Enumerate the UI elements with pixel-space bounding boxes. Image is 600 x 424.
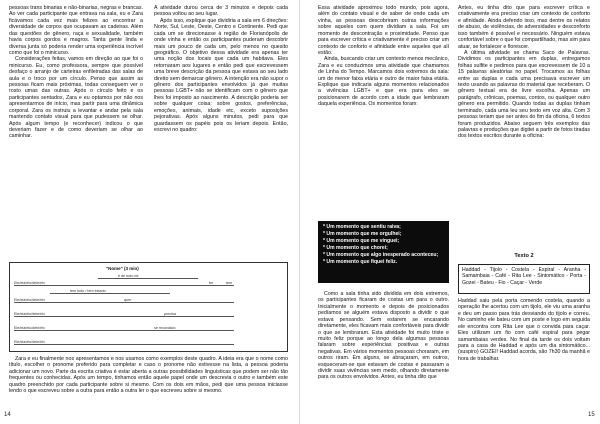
moment-item: * Um momento que chorei; (323, 245, 388, 252)
name-template-form (9, 262, 288, 352)
form-line-label: tem (226, 280, 233, 285)
right-page-column-2 (458, 5, 590, 250)
moment-item: * Um momento que fiquei feliz. (323, 259, 398, 266)
paragraph: Ainda, buscando criar um contexto menos mecânico, Zara e eu conduzimos uma atividade que chamamos de Linha do Tempo. Marcamos dois extremos da sala: um de menor faixa etária e outro de maior faixa etária. Explique que indicaria alguns momentos relacionados a vivências LGBT+ e que era para eles se posicionarem de acordo com a idade que lembraram daquela experiência. Os momentos foram: (318, 56, 449, 108)
paragraph: Zara e eu finalmente nos apresentamos e nos usamos como exemplos deste quadro. A ideia era que o nome como título, escolher o pronome preferido para completar e caso o pronome não estivesse na lista, a pessoa poderia adicionar um novo. Parte da escrita criativa é estar aberta a outras possibilidades linguísticas que podem ser não tão frequentes ou conhecidas. Após um tempo, tinhamos então aquele papel onde um descrevia o outro e também este quadro preenchido por cada participante sobre si mesmo. Com os dois em mãos, pedi que uma pessoa iniciasse lendo o que escreveu sobre a outra para então a outra ler o que escreveu sobre si mesmo. (9, 356, 288, 395)
form-title: "Nome" (3 min) (106, 266, 139, 271)
form-line (14, 311, 234, 317)
form-line-label: quer (124, 297, 132, 302)
paragraph: pessoas trans binarias e não-binarias, negras e brancas. Ao ver cada participante que entrava na sala, eu e Zara ficávamos cada vez mais felizes ao encontrar a diversidade de corpos que ocupavam as cadeiras. Além das questões de gênero, raça e sexualidade, também havia corpos gordos e magros. Tanta gente linda e diversa junta só poderia render uma experiência incrível como que foi o minicurso. (9, 5, 143, 56)
form-line (14, 280, 234, 286)
form-line-label: Ele/ela/elu/dele/elx (14, 297, 45, 302)
paragraph: Como a sala tinha sido dividida em dois extremos, os participantes ficaram de costas um para o outro. Inicialmente o momento e depois de posicionados pedíamos se alguém estava disposto a dividir o que estava pensando. Sem estarem se encarando diretamente, eles ficavam mais confortáveis para dividir o que se lembraram. Esta atividade foi muito triste e muito feliz porque ao longo dela algumas pessoas falaram sobre experiências positivas e outras negativas. Em vários momentos pessoas choraram, em outros riram. Em alguns, se abraçaram, em outros, esqueceram-se que estavam de costas e passaram a dividir suas vivências sem medo, olhando diretamente para os outros envolvidos. Antes, eu tinha dito que (318, 291, 449, 381)
left-page-bottom-text (9, 356, 288, 416)
form-line-label: se recordado (154, 325, 176, 330)
right-page-column-2-bottom (458, 298, 590, 416)
page-number-right: 15 (588, 412, 595, 418)
paragraph: A última atividade se chama Saco de Palavras. Dividimos os participantes em duplas, entregamos folhas sulfite e pedimos para que escrevessem de 10 a 15 palavras aleatórias no papel. Trocamos as folhas entre as duplas e cada uma precisava escrever um texto usando as palavras do material que receberam. O gênero textual era de livre escolha. Apenas um parágrafo, crônicas, poemas, contos, ou qualquer outro gênero era permitido. Quando todas as duplas tinham terminado, cada uma leu seu texto em voz alta. Com 3 pessoas teriam que ser antes do fim da oficina, 6 textos foram produzidos. Abaixo seguem três exemplos das palavras e produções que digitei a partir de fotos tiradas dos textos escritos durante a oficina: (458, 49, 590, 140)
form-line-label: precisa (164, 311, 176, 316)
right-page-column-1 (318, 5, 449, 219)
left-page-column-2 (154, 5, 288, 258)
form-line-label: ter (209, 280, 214, 285)
right-page-column-1-bottom (318, 291, 449, 416)
form-line (14, 325, 234, 331)
form-line-label: Ele/ela/elu/dele/elx (14, 325, 45, 330)
right-page (300, 0, 600, 424)
moment-item: * Um momento que sentiu raiva; (323, 224, 401, 230)
moments-list-box (318, 221, 449, 283)
form-line-label: é de tudo de (118, 273, 139, 278)
moment-item: * Um momento que algo inesperado aconteceu; (323, 252, 439, 259)
word-list-box: Haddad - Tijolo - Costela - Espiral - Aranha - Samambaia - Café - Rita Lee - Sintomático - Porta - Gozei - Bateu - Fio - Caçar - Verde (458, 264, 590, 294)
form-line-label: Ele/ela/elu/dele/elx (14, 339, 45, 344)
moment-item: * Um momento que me vinguei; (323, 238, 400, 245)
moment-item: * Um momento que me orgulhei; (323, 231, 402, 238)
form-line (98, 273, 198, 279)
form-line (50, 288, 170, 294)
left-page-column-1 (9, 5, 143, 258)
paragraph: Essa atividade aproximou todo mundo, pois agora, além do contato visual e de saber de onde cada um vinha, as pessoas descobriram outras informações sobre aqueles com quem dividiam a sala. Foi um momento de descontração e proximidade. Penso que para escrever crítica e criativamente é preciso criar um contexto de conforto e afinidade entre aqueles que alí estão. (318, 5, 449, 56)
paragraph: Haddad saiu pela porta comendo costela, quando a operação lhe acertou com um tijolo, ele viu uma aranha e deu um passo para trás desviando do tijolo e correu. No caminho ele bateu com um poste e logo em seguida ele encontra com Rita Lee que o convida para caçar. Eles utilizam um fio com café espiral para pegar samambaias verdes. No final da tarde os dois voltam para a casa de Haddad e após um dia sintomático... (suspiro) GOZEI! Haddad acorda, são 7h30 da manhã e hora de trabalhar. (458, 298, 590, 362)
paragraph: Após isso, explique que dividiria a sala em 6 direções: Norte, Sul, Leste, Oeste, Centro e Continente. Pedi que cada um se direcionasse à região de Florianópolis de onde vinha e então os participantes puderam descobrir mais um pouco de cada um, pelo menos no quesito geográfico. O objetivo dessa atividade era apenas ter uma noção dos locais que cada um habitava. Eles retornaram aos lugares e então pedi que escrevessem uma breve descrição da pessoa que estava ao seu lado direito sem demarcar gênero. A intenção era não supor o gênero dos participantes envolvidos já que muitas pessoas LGBT+ não se identificam com o gênero que lhes foi imposto ao nascimento. A descrição poderia ser sobre qualquer coisa: sobre gostos, preferências, emoções, animais, idade etc, exceto suposições pejorativas. Após alguns minutos, pedi para que guardassem os papéis pois os leriam depois. Então, escrevi no quadro: (154, 17, 288, 134)
form-line-label: Ele/ela/elu/dele/elx (14, 280, 45, 285)
form-line-label: Ele/ela/elu/dele/elx (14, 311, 45, 316)
form-line-label: tem tudo / tem estado (70, 288, 106, 293)
paragraph: Considerações feitas, vamos em direção ao que foi o minicurso. Eu, como professora, sempre que possível desfaço o arranjo de carteiras enfileiradas das salas de aula e o troco por um círculo. Penso que assim as pessoas ficam mais próximas, todas conseguem ver o rosto umas das outras. Após o círculo feito e os participantes sentados, Zara e eu optamos por não nos apresentarmos de início, mas partir para uma dinâmica corporal. Zara os instruiu a levantar e andar pela sala mantendo contato visual para que pudessem se olhar. Após algum tempo (e reconhecer) indicou o que deveriam fazer e de como deveriam se olhar ao caminhar. (9, 56, 143, 140)
page-number-left: 14 (4, 412, 11, 418)
form-line (14, 297, 234, 303)
paragraph: A atividade durou cerca de 3 minutos e depois cada pessoa voltou ao seu lugar. (154, 5, 288, 18)
paragraph: Antes, eu tinha dito que para escrever crítica e criativamente era preciso criar um contexto de conforto e afinidade. Ainda defendo isso, mas dentre os relatos de abuso, de violências, de adversidades e desconforto isso também é possível e necessário. Ninguém estava confortável sobre o que foi compartilhado, mas sim para atuar, se fortalecer e florescer. (458, 5, 590, 50)
texto-2-heading: Texto 2 (514, 253, 534, 259)
form-line (14, 339, 234, 345)
